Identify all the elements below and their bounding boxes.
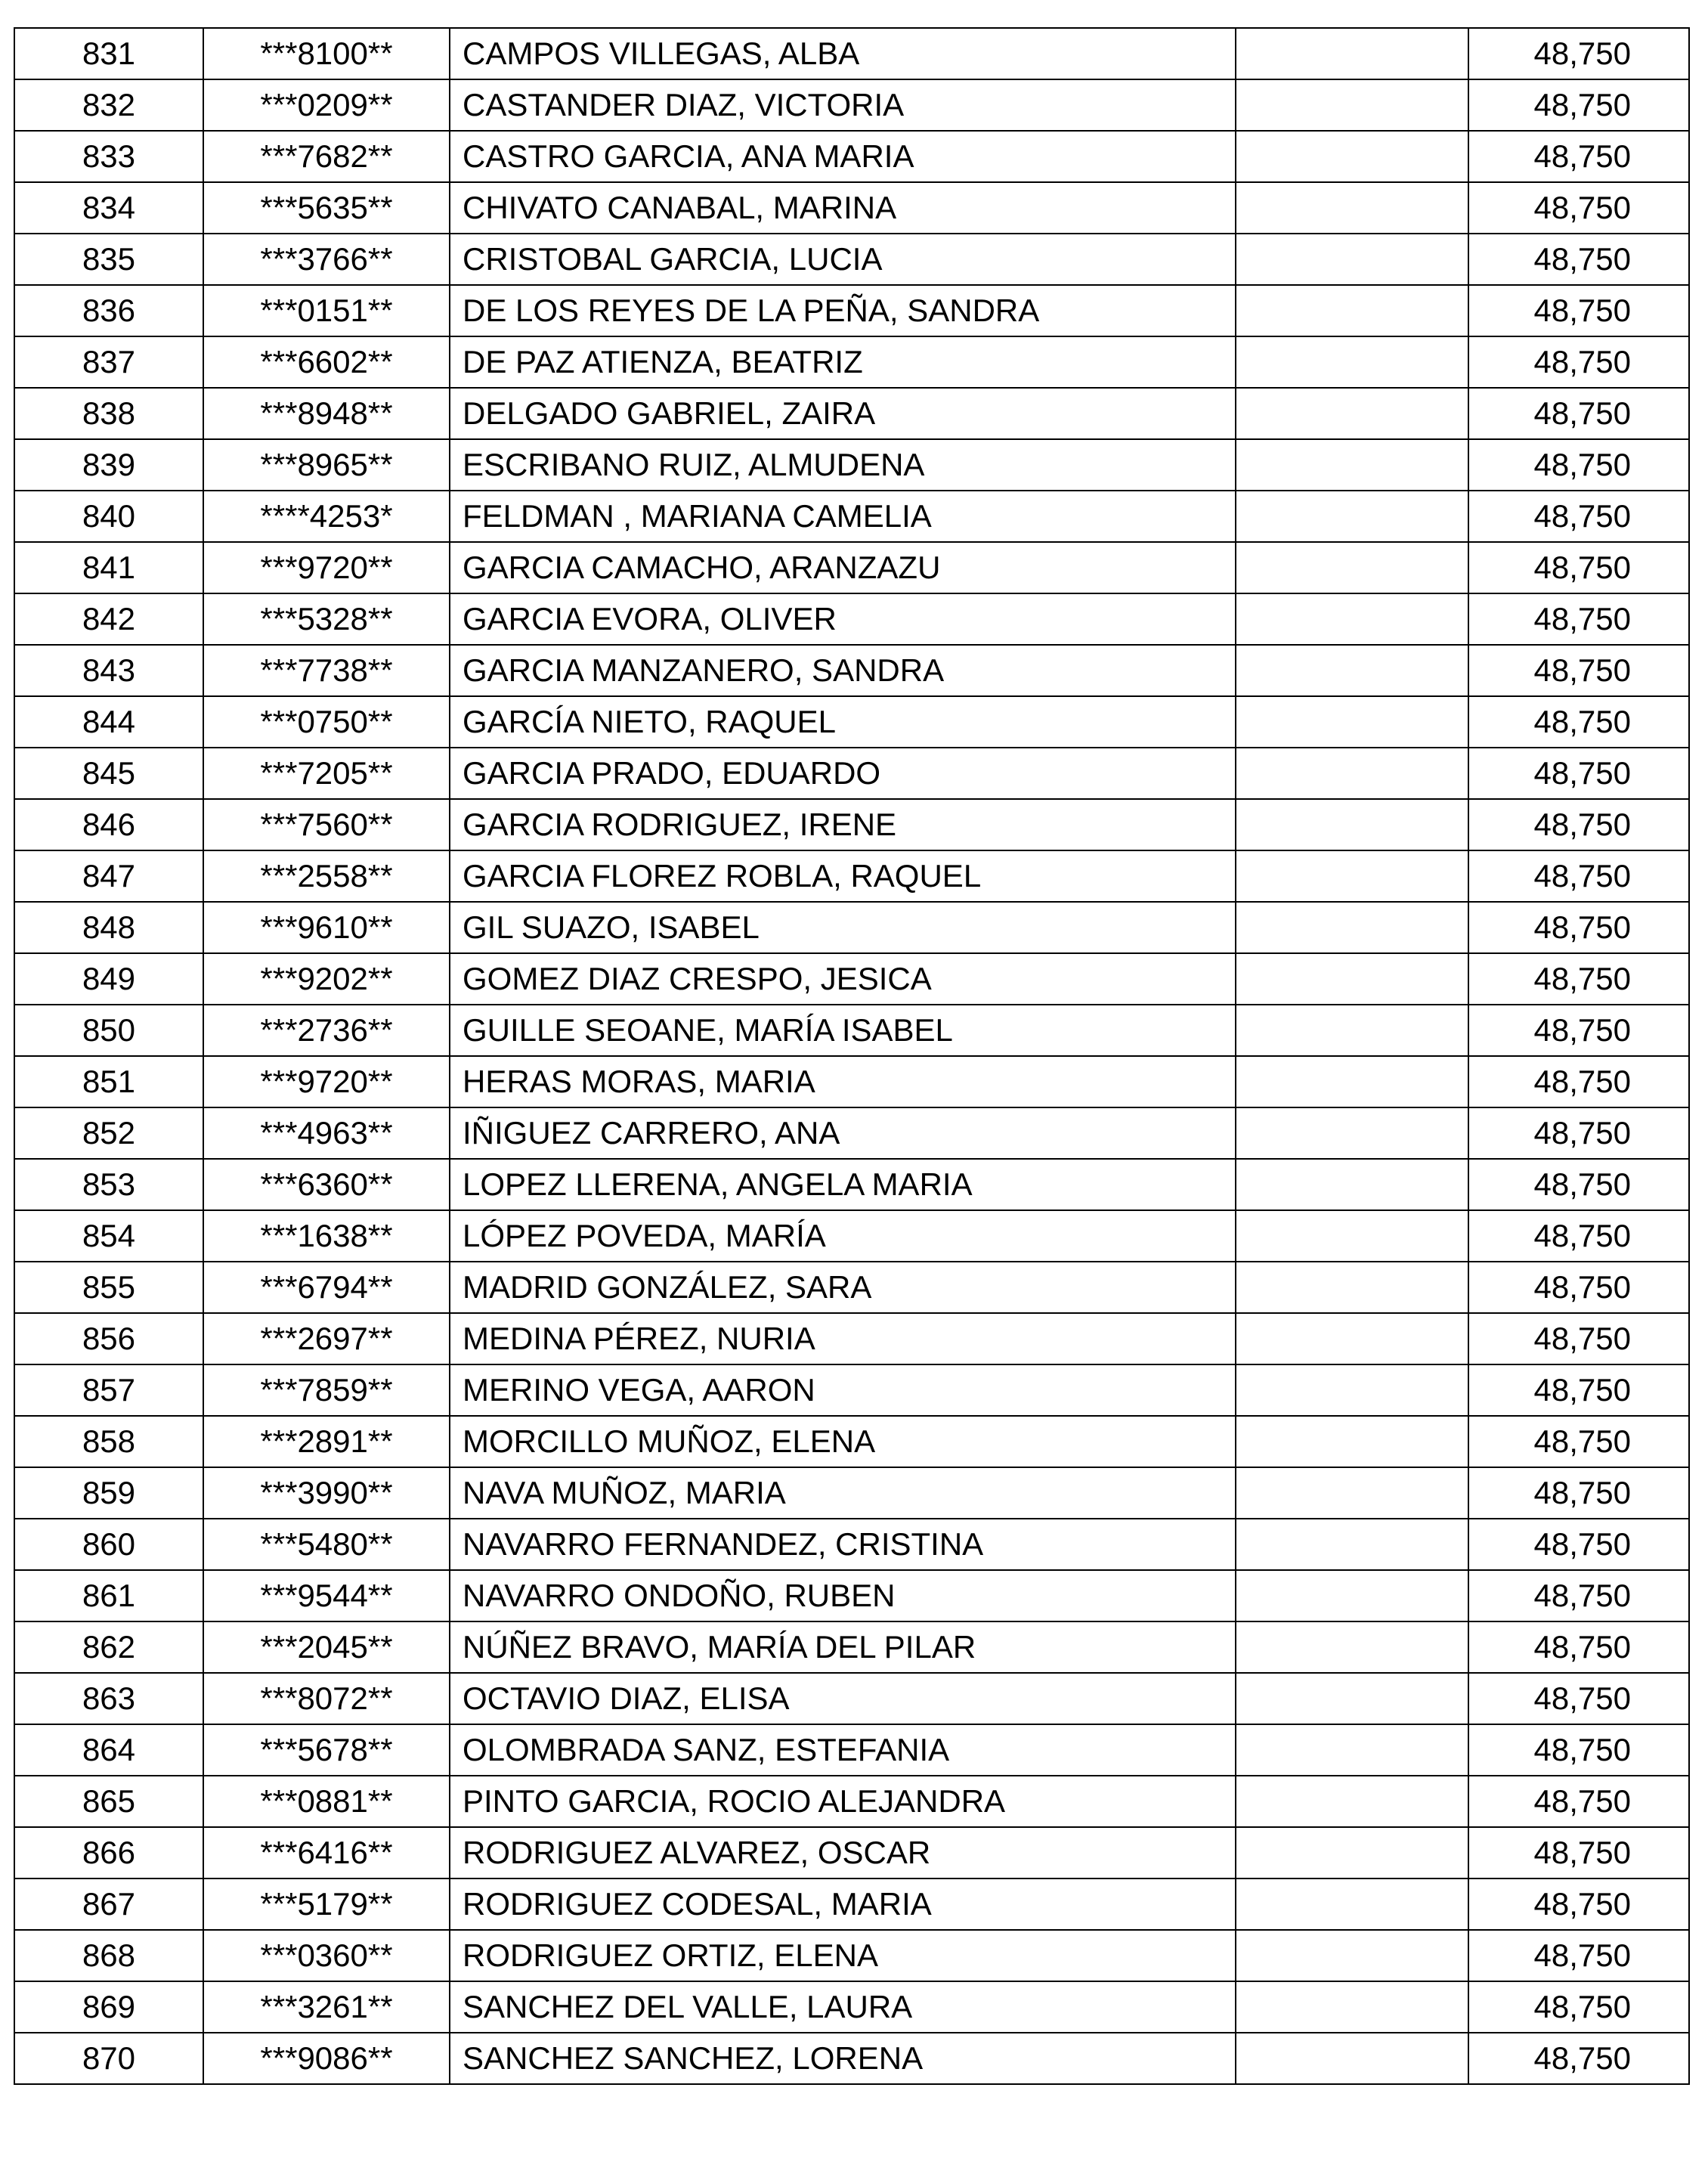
row-number: 849 (14, 953, 203, 1005)
full-name: NAVARRO ONDOÑO, RUBEN (450, 1570, 1236, 1621)
empty-cell (1236, 1776, 1468, 1827)
full-name: RODRIGUEZ ORTIZ, ELENA (450, 1930, 1236, 1981)
row-number: 854 (14, 1210, 203, 1262)
row-number: 846 (14, 799, 203, 850)
score: 48,750 (1468, 1879, 1689, 1930)
table-row (14, 799, 1689, 850)
score: 48,750 (1468, 1159, 1689, 1210)
score: 48,750 (1468, 182, 1689, 234)
row-number: 845 (14, 748, 203, 799)
table-row (14, 1210, 1689, 1262)
full-name: DE PAZ ATIENZA, BEATRIZ (450, 336, 1236, 388)
masked-id: ***9720** (203, 542, 450, 593)
row-number: 869 (14, 1981, 203, 2033)
masked-id: ***5480** (203, 1519, 450, 1570)
full-name: GARCIA FLOREZ ROBLA, RAQUEL (450, 850, 1236, 902)
masked-id: ***5678** (203, 1724, 450, 1776)
masked-id: ***9610** (203, 902, 450, 953)
table-row (14, 902, 1689, 953)
table-row (14, 2033, 1689, 2084)
row-number: 868 (14, 1930, 203, 1981)
table-row (14, 439, 1689, 491)
row-number: 831 (14, 28, 203, 79)
table-row (14, 645, 1689, 696)
table-row (14, 1930, 1689, 1981)
empty-cell (1236, 542, 1468, 593)
score: 48,750 (1468, 1262, 1689, 1313)
full-name: MORCILLO MUÑOZ, ELENA (450, 1416, 1236, 1467)
full-name: CASTANDER DIAZ, VICTORIA (450, 79, 1236, 131)
masked-id: ***2697** (203, 1313, 450, 1364)
masked-id: ***7682** (203, 131, 450, 182)
masked-id: ***6602** (203, 336, 450, 388)
masked-id: ***8948** (203, 388, 450, 439)
masked-id: ***9086** (203, 2033, 450, 2084)
full-name: CASTRO GARCIA, ANA MARIA (450, 131, 1236, 182)
empty-cell (1236, 234, 1468, 285)
empty-cell (1236, 748, 1468, 799)
empty-cell (1236, 799, 1468, 850)
full-name: NÚÑEZ BRAVO, MARÍA DEL PILAR (450, 1621, 1236, 1673)
empty-cell (1236, 902, 1468, 953)
empty-cell (1236, 645, 1468, 696)
table-row (14, 131, 1689, 182)
masked-id: ***0881** (203, 1776, 450, 1827)
empty-cell (1236, 1416, 1468, 1467)
score: 48,750 (1468, 902, 1689, 953)
empty-cell (1236, 1262, 1468, 1313)
row-number: 835 (14, 234, 203, 285)
score: 48,750 (1468, 1827, 1689, 1879)
masked-id: ***3990** (203, 1467, 450, 1519)
row-number: 853 (14, 1159, 203, 1210)
row-number: 834 (14, 182, 203, 234)
row-number: 870 (14, 2033, 203, 2084)
row-number: 848 (14, 902, 203, 953)
score: 48,750 (1468, 1005, 1689, 1056)
empty-cell (1236, 1519, 1468, 1570)
score: 48,750 (1468, 1570, 1689, 1621)
empty-cell (1236, 1107, 1468, 1159)
score: 48,750 (1468, 748, 1689, 799)
table-row (14, 491, 1689, 542)
masked-id: ****4253* (203, 491, 450, 542)
masked-id: ***9544** (203, 1570, 450, 1621)
full-name: DELGADO GABRIEL, ZAIRA (450, 388, 1236, 439)
empty-cell (1236, 131, 1468, 182)
table-row (14, 850, 1689, 902)
table-row (14, 748, 1689, 799)
score: 48,750 (1468, 1107, 1689, 1159)
empty-cell (1236, 491, 1468, 542)
masked-id: ***7205** (203, 748, 450, 799)
full-name: HERAS MORAS, MARIA (450, 1056, 1236, 1107)
masked-id: ***2891** (203, 1416, 450, 1467)
masked-id: ***7560** (203, 799, 450, 850)
empty-cell (1236, 388, 1468, 439)
full-name: OLOMBRADA SANZ, ESTEFANIA (450, 1724, 1236, 1776)
score: 48,750 (1468, 79, 1689, 131)
row-number: 867 (14, 1879, 203, 1930)
row-number: 856 (14, 1313, 203, 1364)
row-number: 847 (14, 850, 203, 902)
empty-cell (1236, 2033, 1468, 2084)
table-row (14, 593, 1689, 645)
full-name: SANCHEZ SANCHEZ, LORENA (450, 2033, 1236, 2084)
table-row (14, 1776, 1689, 1827)
table-row (14, 1724, 1689, 1776)
table-row (14, 388, 1689, 439)
empty-cell (1236, 593, 1468, 645)
score: 48,750 (1468, 542, 1689, 593)
row-number: 838 (14, 388, 203, 439)
masked-id: ***8100** (203, 28, 450, 79)
masked-id: ***7859** (203, 1364, 450, 1416)
full-name: MADRID GONZÁLEZ, SARA (450, 1262, 1236, 1313)
score: 48,750 (1468, 1364, 1689, 1416)
row-number: 863 (14, 1673, 203, 1724)
empty-cell (1236, 1570, 1468, 1621)
masked-id: ***0750** (203, 696, 450, 748)
table-row (14, 696, 1689, 748)
table-row (14, 1364, 1689, 1416)
score: 48,750 (1468, 2033, 1689, 2084)
empty-cell (1236, 1467, 1468, 1519)
table-row (14, 79, 1689, 131)
score: 48,750 (1468, 131, 1689, 182)
empty-cell (1236, 1724, 1468, 1776)
masked-id: ***6416** (203, 1827, 450, 1879)
full-name: GOMEZ DIAZ CRESPO, JESICA (450, 953, 1236, 1005)
masked-id: ***6360** (203, 1159, 450, 1210)
score: 48,750 (1468, 1776, 1689, 1827)
empty-cell (1236, 1827, 1468, 1879)
score: 48,750 (1468, 491, 1689, 542)
full-name: CAMPOS VILLEGAS, ALBA (450, 28, 1236, 79)
full-name: GARCIA RODRIGUEZ, IRENE (450, 799, 1236, 850)
empty-cell (1236, 1056, 1468, 1107)
row-number: 861 (14, 1570, 203, 1621)
masked-id: ***9202** (203, 953, 450, 1005)
row-number: 850 (14, 1005, 203, 1056)
masked-id: ***7738** (203, 645, 450, 696)
empty-cell (1236, 953, 1468, 1005)
full-name: GARCÍA NIETO, RAQUEL (450, 696, 1236, 748)
full-name: GARCIA MANZANERO, SANDRA (450, 645, 1236, 696)
score: 48,750 (1468, 1416, 1689, 1467)
masked-id: ***5328** (203, 593, 450, 645)
row-number: 840 (14, 491, 203, 542)
table-row (14, 1827, 1689, 1879)
row-number: 860 (14, 1519, 203, 1570)
full-name: MERINO VEGA, AARON (450, 1364, 1236, 1416)
score: 48,750 (1468, 439, 1689, 491)
row-number: 833 (14, 131, 203, 182)
masked-id: ***0209** (203, 79, 450, 131)
full-name: CRISTOBAL GARCIA, LUCIA (450, 234, 1236, 285)
empty-cell (1236, 1210, 1468, 1262)
score: 48,750 (1468, 953, 1689, 1005)
table-row (14, 1673, 1689, 1724)
score: 48,750 (1468, 28, 1689, 79)
row-number: 855 (14, 1262, 203, 1313)
full-name: NAVA MUÑOZ, MARIA (450, 1467, 1236, 1519)
masked-id: ***2736** (203, 1005, 450, 1056)
empty-cell (1236, 1005, 1468, 1056)
table-row (14, 1159, 1689, 1210)
empty-cell (1236, 850, 1468, 902)
table-row (14, 234, 1689, 285)
row-number: 857 (14, 1364, 203, 1416)
score: 48,750 (1468, 1467, 1689, 1519)
table-row (14, 1107, 1689, 1159)
row-number: 842 (14, 593, 203, 645)
row-number: 844 (14, 696, 203, 748)
masked-id: ***5179** (203, 1879, 450, 1930)
score: 48,750 (1468, 1981, 1689, 2033)
full-name: GIL SUAZO, ISABEL (450, 902, 1236, 953)
full-name: RODRIGUEZ ALVAREZ, OSCAR (450, 1827, 1236, 1879)
masked-id: ***8072** (203, 1673, 450, 1724)
empty-cell (1236, 696, 1468, 748)
full-name: OCTAVIO DIAZ, ELISA (450, 1673, 1236, 1724)
full-name: LOPEZ LLERENA, ANGELA MARIA (450, 1159, 1236, 1210)
full-name: LÓPEZ POVEDA, MARÍA (450, 1210, 1236, 1262)
full-name: PINTO GARCIA, ROCIO ALEJANDRA (450, 1776, 1236, 1827)
table-row (14, 1570, 1689, 1621)
masked-id: ***8965** (203, 439, 450, 491)
row-number: 866 (14, 1827, 203, 1879)
masked-id: ***3261** (203, 1981, 450, 2033)
table-row (14, 1056, 1689, 1107)
masked-id: ***2045** (203, 1621, 450, 1673)
empty-cell (1236, 79, 1468, 131)
table-row (14, 285, 1689, 336)
score: 48,750 (1468, 1930, 1689, 1981)
empty-cell (1236, 1673, 1468, 1724)
table-row (14, 1005, 1689, 1056)
full-name: MEDINA PÉREZ, NURIA (450, 1313, 1236, 1364)
score: 48,750 (1468, 1313, 1689, 1364)
results-table (14, 27, 1690, 2085)
full-name: GARCIA EVORA, OLIVER (450, 593, 1236, 645)
table-row (14, 1262, 1689, 1313)
table-row (14, 28, 1689, 79)
row-number: 858 (14, 1416, 203, 1467)
masked-id: ***0151** (203, 285, 450, 336)
empty-cell (1236, 285, 1468, 336)
masked-id: ***3766** (203, 234, 450, 285)
empty-cell (1236, 336, 1468, 388)
table-row (14, 1313, 1689, 1364)
score: 48,750 (1468, 1673, 1689, 1724)
empty-cell (1236, 28, 1468, 79)
score: 48,750 (1468, 696, 1689, 748)
score: 48,750 (1468, 1210, 1689, 1262)
full-name: GARCIA CAMACHO, ARANZAZU (450, 542, 1236, 593)
masked-id: ***6794** (203, 1262, 450, 1313)
table-row (14, 1879, 1689, 1930)
empty-cell (1236, 1313, 1468, 1364)
full-name: GUILLE SEOANE, MARÍA ISABEL (450, 1005, 1236, 1056)
row-number: 832 (14, 79, 203, 131)
row-number: 839 (14, 439, 203, 491)
row-number: 836 (14, 285, 203, 336)
empty-cell (1236, 1879, 1468, 1930)
row-number: 865 (14, 1776, 203, 1827)
row-number: 859 (14, 1467, 203, 1519)
table-row (14, 182, 1689, 234)
score: 48,750 (1468, 388, 1689, 439)
full-name: GARCIA PRADO, EDUARDO (450, 748, 1236, 799)
empty-cell (1236, 1981, 1468, 2033)
table-row (14, 1981, 1689, 2033)
row-number: 864 (14, 1724, 203, 1776)
score: 48,750 (1468, 593, 1689, 645)
table-row (14, 953, 1689, 1005)
row-number: 852 (14, 1107, 203, 1159)
full-name: IÑIGUEZ CARRERO, ANA (450, 1107, 1236, 1159)
score: 48,750 (1468, 234, 1689, 285)
row-number: 862 (14, 1621, 203, 1673)
score: 48,750 (1468, 799, 1689, 850)
empty-cell (1236, 1621, 1468, 1673)
table-row (14, 336, 1689, 388)
score: 48,750 (1468, 850, 1689, 902)
masked-id: ***4963** (203, 1107, 450, 1159)
score: 48,750 (1468, 1724, 1689, 1776)
row-number: 837 (14, 336, 203, 388)
table-row (14, 542, 1689, 593)
table-body (14, 28, 1689, 2084)
masked-id: ***1638** (203, 1210, 450, 1262)
full-name: NAVARRO FERNANDEZ, CRISTINA (450, 1519, 1236, 1570)
empty-cell (1236, 1159, 1468, 1210)
full-name: FELDMAN , MARIANA CAMELIA (450, 491, 1236, 542)
full-name: SANCHEZ DEL VALLE, LAURA (450, 1981, 1236, 2033)
score: 48,750 (1468, 285, 1689, 336)
full-name: ESCRIBANO RUIZ, ALMUDENA (450, 439, 1236, 491)
table-row (14, 1416, 1689, 1467)
masked-id: ***9720** (203, 1056, 450, 1107)
masked-id: ***2558** (203, 850, 450, 902)
score: 48,750 (1468, 336, 1689, 388)
score: 48,750 (1468, 1519, 1689, 1570)
table-row (14, 1621, 1689, 1673)
masked-id: ***0360** (203, 1930, 450, 1981)
row-number: 843 (14, 645, 203, 696)
empty-cell (1236, 439, 1468, 491)
score: 48,750 (1468, 1056, 1689, 1107)
table-row (14, 1467, 1689, 1519)
full-name: CHIVATO CANABAL, MARINA (450, 182, 1236, 234)
masked-id: ***5635** (203, 182, 450, 234)
row-number: 841 (14, 542, 203, 593)
score: 48,750 (1468, 1621, 1689, 1673)
full-name: RODRIGUEZ CODESAL, MARIA (450, 1879, 1236, 1930)
empty-cell (1236, 1930, 1468, 1981)
table-row (14, 1519, 1689, 1570)
full-name: DE LOS REYES DE LA PEÑA, SANDRA (450, 285, 1236, 336)
empty-cell (1236, 1364, 1468, 1416)
row-number: 851 (14, 1056, 203, 1107)
empty-cell (1236, 182, 1468, 234)
score: 48,750 (1468, 645, 1689, 696)
